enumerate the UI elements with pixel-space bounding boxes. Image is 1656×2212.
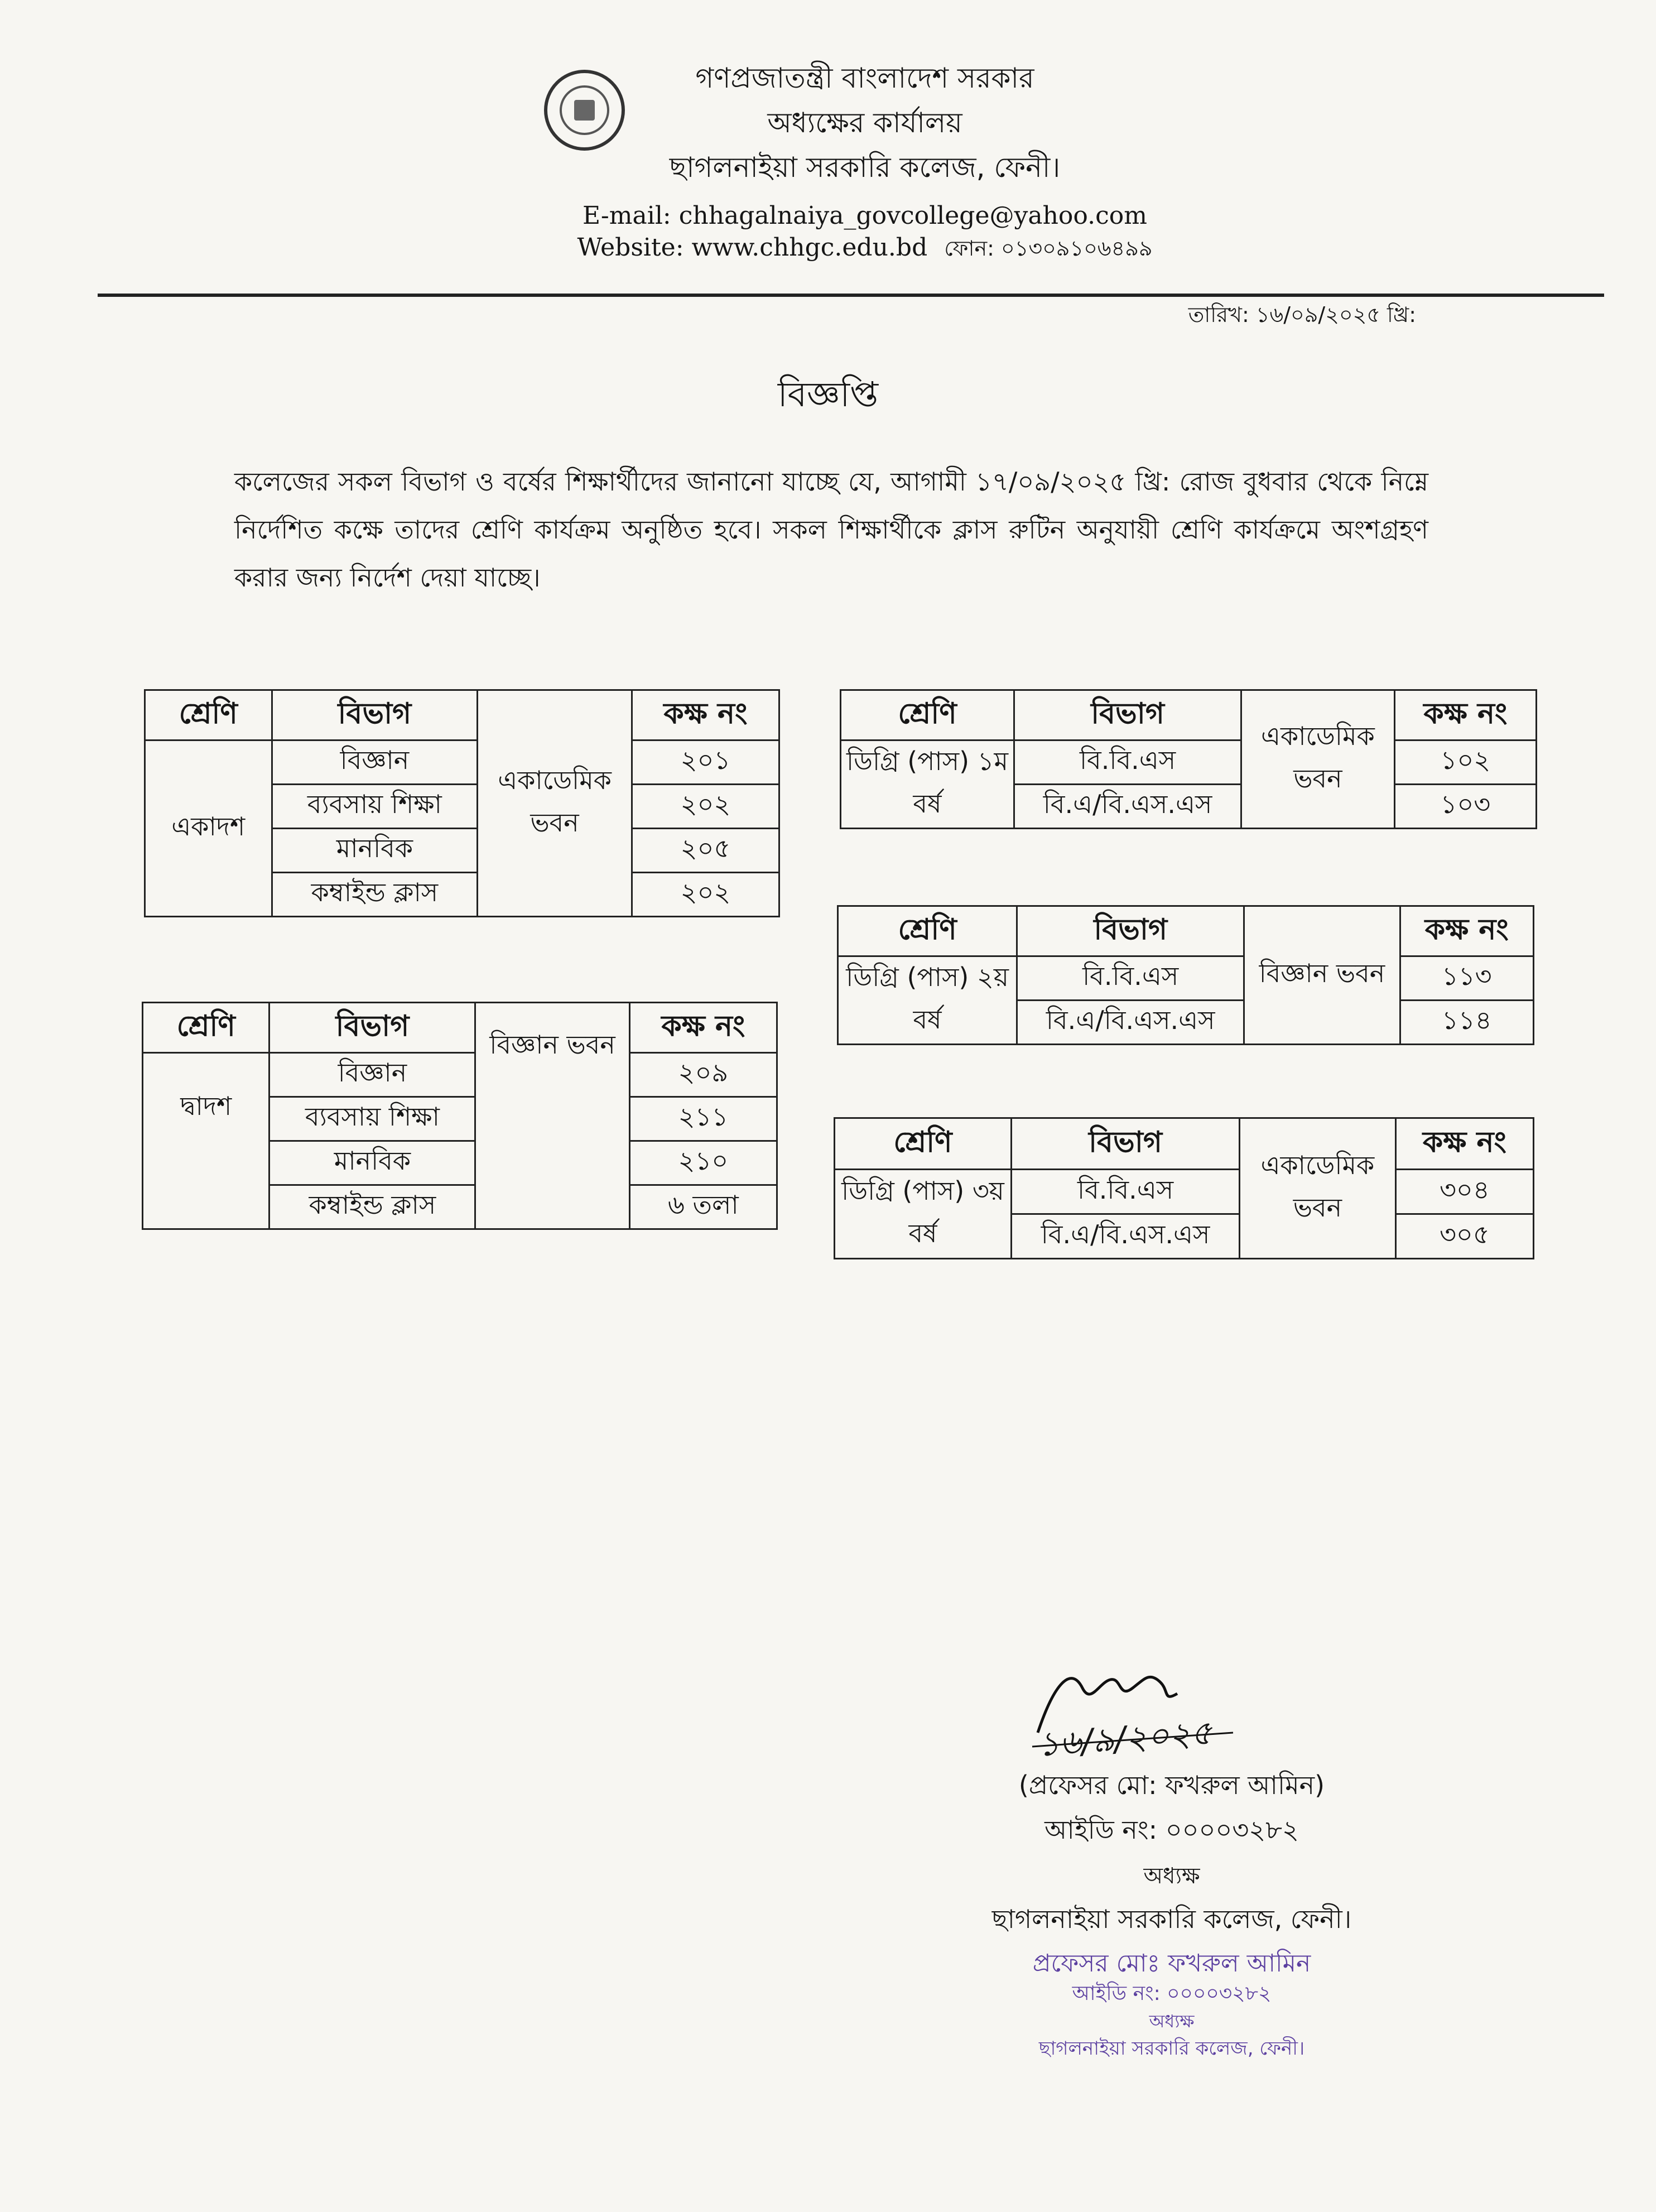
class-cell: ডিগ্রি (পাস) ১ম বর্ষ — [841, 740, 1014, 829]
dept-cell: বি.বি.এস — [1017, 956, 1244, 1001]
dept-cell: বি.এ/বি.এস.এস — [1012, 1214, 1240, 1259]
header-room: কক্ষ নং — [632, 690, 779, 740]
signatory-name: (প্রফেসর মো: ফখরুল আমিন) — [1018, 1770, 1325, 1800]
signature-date: ১৬/৯/২০২৫ — [1036, 1713, 1214, 1764]
dept-cell: বি.এ/বি.এস.এস — [1014, 785, 1241, 829]
dept-cell: বি.বি.এস — [1012, 1170, 1240, 1214]
dept-cell: ব্যবসায় শিক্ষা — [269, 1097, 475, 1141]
room-cell: ১১৪ — [1400, 1001, 1533, 1045]
header-dept: বিভাগ — [272, 690, 478, 740]
header-contact — [558, 230, 1172, 266]
building-cell: বিজ্ঞান ভবন — [475, 1003, 629, 1229]
table-class-11 — [144, 689, 780, 917]
header-office: অধ্যক্ষের কার্যালয় — [767, 107, 962, 139]
building-cell: বিজ্ঞান ভবন — [1244, 906, 1400, 1045]
stamp-institution: ছাগলনাইয়া সরকারি কলেজ, ফেনী। — [1038, 2037, 1305, 2060]
room-cell: ২০৯ — [629, 1053, 777, 1097]
signatory-designation: অধ্যক্ষ — [1143, 1863, 1200, 1889]
table-degree-3rd-year — [834, 1117, 1534, 1259]
dept-cell: বিজ্ঞান — [272, 740, 478, 785]
dept-cell: বিজ্ঞান — [269, 1053, 475, 1097]
stamp-name: প্রফেসর মোঃ ফখরুল আমিন — [1032, 1949, 1311, 1978]
building-cell: একাডেমিক ভবন — [1241, 690, 1395, 829]
signatory-id: আইডি নং: ০০০০৩২৮২ — [1044, 1815, 1299, 1845]
room-cell: ২০১ — [632, 740, 779, 785]
header-email: E-mail: chhagalnaiya_govcollege@yahoo.com — [583, 201, 1147, 230]
building-cell: একাডেমিক ভবন — [1240, 1118, 1396, 1259]
header-government: গণপ্রজাতন্ত্রী বাংলাদেশ সরকার — [695, 62, 1034, 94]
header-room: কক্ষ নং — [1394, 690, 1536, 740]
notice-date: তারিখ: ১৬/০৯/২০২৫ খ্রি: — [1188, 302, 1416, 327]
header-divider — [98, 294, 1604, 297]
class-cell: দ্বাদশ — [143, 1053, 269, 1229]
room-cell: ১০৩ — [1394, 785, 1536, 829]
header-class: শ্রেণি — [835, 1118, 1012, 1170]
header-room: কক্ষ নং — [1400, 906, 1533, 956]
room-cell: ৩০৫ — [1395, 1214, 1533, 1259]
dept-cell: কম্বাইন্ড ক্লাস — [272, 873, 478, 917]
building-cell: একাডেমিক ভবন — [478, 690, 632, 917]
class-cell: একাদশ — [145, 740, 272, 917]
dept-cell: মানবিক — [272, 829, 478, 873]
stamp-id: আইডি নং: ০০০০৩২৮২ — [1072, 1982, 1272, 2005]
table-degree-2nd-year — [837, 905, 1534, 1045]
header-college: ছাগলনাইয়া সরকারি কলেজ, ফেনী। — [669, 151, 1061, 184]
room-cell: ৩০৪ — [1395, 1170, 1533, 1214]
dept-cell: ব্যবসায় শিক্ষা — [272, 785, 478, 829]
class-cell: ডিগ্রি (পাস) ৩য় বর্ষ — [835, 1170, 1012, 1259]
room-cell: ২০২ — [632, 873, 779, 917]
dept-cell: বি.বি.এস — [1014, 740, 1241, 785]
header-class: শ্রেণি — [143, 1003, 269, 1053]
table-class-12 — [142, 1002, 778, 1230]
dept-cell: মানবিক — [269, 1141, 475, 1185]
notice-title: বিজ্ঞপ্তি — [777, 374, 879, 415]
room-cell: ২০২ — [632, 785, 779, 829]
room-cell: ১০২ — [1394, 740, 1536, 785]
stamp-designation: অধ্যক্ষ — [1149, 2011, 1195, 2032]
dept-cell: কম্বাইন্ড ক্লাস — [269, 1185, 475, 1229]
notice-body: কলেজের সকল বিভাগ ও বর্ষের শিক্ষার্থীদের জানানো যাচ্ছে যে, আগামী ১৭/০৯/২০২৫ খ্রি: রোজ বুধবার থেকে নিম্নে নির্দেশিত কক্ষে তাদের শ্রেণি কার্যক্রম অনুষ্ঠিত হবে। সকল শিক্ষার্থীকে ক্লাস রুটিন অনুযায়ী শ্রেণি কার্যক্রমে অংশগ্রহণ করার জন্য নির্দেশ দেয়া যাচ্ছে। — [234, 467, 1428, 593]
header-dept: বিভাগ — [1012, 1118, 1240, 1170]
table-degree-1st-year — [840, 689, 1537, 829]
dept-cell: বি.এ/বি.এস.এস — [1017, 1001, 1244, 1045]
header-dept: বিভাগ — [1017, 906, 1244, 956]
header-room: কক্ষ নং — [1395, 1118, 1533, 1170]
room-cell: ২১১ — [629, 1097, 777, 1141]
header-class: শ্রেণি — [145, 690, 272, 740]
room-cell: ১১৩ — [1400, 956, 1533, 1001]
header-dept: বিভাগ — [1014, 690, 1241, 740]
class-cell: ডিগ্রি (পাস) ২য় বর্ষ — [838, 956, 1017, 1045]
header-website: Website: www.chhgc.edu.bd — [577, 233, 928, 262]
room-cell: ২০৫ — [632, 829, 779, 873]
signatory-institution: ছাগলনাইয়া সরকারি কলেজ, ফেনী। — [991, 1904, 1352, 1934]
header-phone: ফোন: ০১৩০৯১০৬৪৯৯ — [944, 236, 1153, 261]
header-dept: বিভাগ — [269, 1003, 475, 1053]
header-class: শ্রেণি — [841, 690, 1014, 740]
room-cell: ২১০ — [629, 1141, 777, 1185]
room-cell: ৬ তলা — [629, 1185, 777, 1229]
header-room: কক্ষ নং — [629, 1003, 777, 1053]
header-class: শ্রেণি — [838, 906, 1017, 956]
